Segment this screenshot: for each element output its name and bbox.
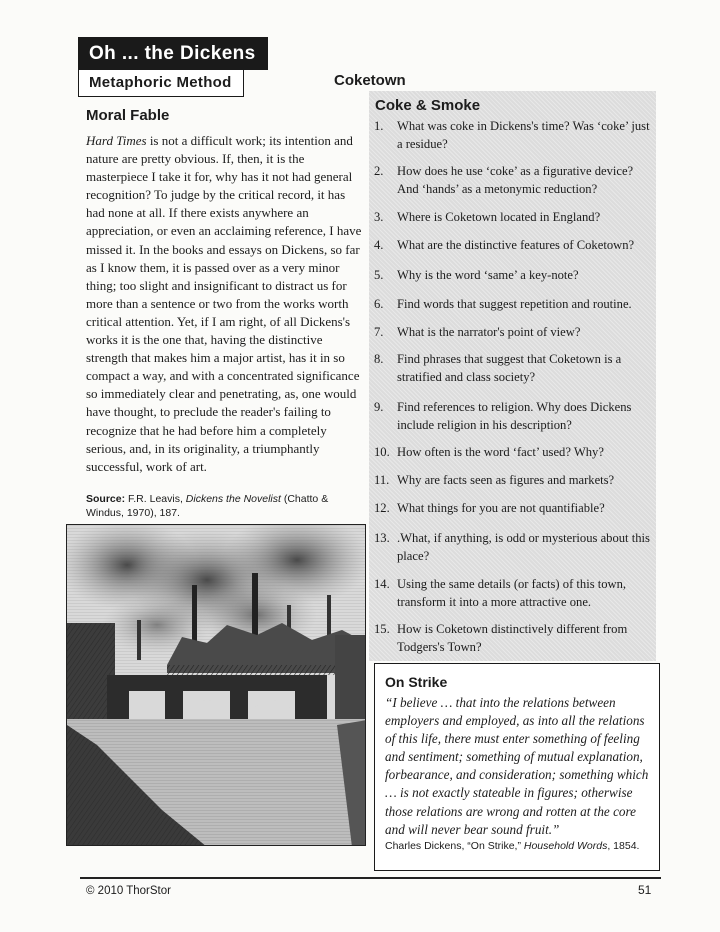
source-label: Source: bbox=[86, 492, 126, 505]
question-number: 11. bbox=[374, 473, 390, 487]
copyright: © 2010 ThorStor bbox=[86, 885, 171, 897]
question-text: What is the narrator's point of view? bbox=[397, 325, 581, 339]
question-number: 7. bbox=[374, 325, 384, 339]
moral-fable-text bbox=[86, 132, 362, 476]
source-details: (Chatto & Windus, 1970), 187. bbox=[86, 492, 329, 520]
method-label: Metaphoric Method bbox=[78, 70, 244, 97]
question-text: What was coke in Dickens's time? Was ‘coke’ just a residue? bbox=[397, 119, 650, 151]
cite-author: Charles Dickens, “On Strike,” bbox=[385, 840, 524, 852]
question-number: 6. bbox=[374, 297, 384, 311]
moral-fable-section bbox=[86, 107, 362, 521]
question-number: 10. bbox=[374, 445, 390, 459]
footer-rule bbox=[80, 877, 661, 879]
question-text: Find words that suggest repetition and routine. bbox=[397, 297, 632, 311]
question-number: 5. bbox=[374, 268, 384, 282]
moral-fable-body: is not a difficult work; its intention and nature are pretty obvious. If, then, it is the masterpiece I take it for, why has it not had general recognition? To judge by the critical record, it has had none at all. If there exists anywhere an appreciation, or even an acclaiming reference, I have missed it. In the books and essays on Dickens, so far as I know them, it is passed over as a very minor thing; too slight and insignificant to distract us for more than a sentence or two from the works worth critical attention. Yet, if I am right, of all Dickens's works it is the one that, having the distinctive strength that makes him a major artist, has it in so compact a way, and with a concentrated significance so immediately clear and penetrating, as, one would have thought, to preclude the reader's failing to recognize that he had before him a completely serious, and, in its originality, a triumphantly successful, work of art. bbox=[86, 133, 362, 474]
source-book: Dickens the Novelist bbox=[185, 492, 281, 505]
question-text: Why are facts seen as figures and markets? bbox=[397, 473, 615, 487]
question-number: 3. bbox=[374, 210, 384, 224]
on-strike-citation bbox=[385, 840, 657, 852]
question-number: 2. bbox=[374, 164, 384, 178]
question-text: Why is the word ‘same’ a key-note? bbox=[397, 268, 579, 282]
series-title: Oh ... the Dickens bbox=[78, 37, 268, 70]
question-text: What things for you are not quantifiable? bbox=[397, 501, 605, 515]
question-number: 9. bbox=[374, 400, 384, 414]
question-number: 4. bbox=[374, 238, 384, 252]
question-text: Using the same details (or facts) of this town, transform it into a more attractive one. bbox=[397, 577, 627, 609]
question-text: Where is Coketown located in England? bbox=[397, 210, 601, 224]
book-title: Hard Times bbox=[86, 133, 147, 148]
question-text: How is Coketown distinctively different from Todgers's Town? bbox=[397, 622, 628, 654]
question-number: 13. bbox=[374, 531, 390, 545]
question-number: 12. bbox=[374, 501, 390, 515]
question-text: What are the distinctive features of Coketown? bbox=[397, 238, 635, 252]
page-number: 51 bbox=[638, 883, 652, 897]
question-number: 8. bbox=[374, 352, 384, 366]
coketown-engraving bbox=[66, 524, 366, 846]
cite-year: , 1854. bbox=[607, 840, 640, 852]
on-strike-quote: “I believe … that into the relations between employers and employed, as into all the relations of this life, there must enter something of feeling and sentiment; something of mutual explanation, forbearance, and consideration; something which … is not exactly stateable in figures; otherwise those relations are wrong and rotten at the core and will never bear sound fruit.” bbox=[385, 695, 649, 837]
question-text: .What, if anything, is odd or mysterious about this place? bbox=[397, 531, 650, 563]
question-text: How does he use ‘coke’ as a figurative device? And ‘hands’ as a metonymic reduction? bbox=[397, 164, 634, 196]
question-text: Find references to religion. Why does Dickens include religion in his description? bbox=[397, 400, 632, 432]
topic-title: Coketown bbox=[334, 72, 406, 89]
source-citation bbox=[86, 492, 362, 521]
coke-smoke-heading: Coke & Smoke bbox=[375, 97, 481, 114]
coke-smoke-panel bbox=[369, 91, 656, 661]
moral-fable-heading: Moral Fable bbox=[86, 107, 170, 124]
question-number: 15. bbox=[374, 622, 390, 636]
question-number: 1. bbox=[374, 119, 384, 133]
question-text: Find phrases that suggest that Coketown is a stratified and class society? bbox=[397, 352, 622, 384]
question-number: 14. bbox=[374, 577, 390, 591]
cite-source: Household Words bbox=[523, 840, 608, 852]
on-strike-box bbox=[374, 663, 660, 871]
source-author: F.R. Leavis, bbox=[128, 492, 186, 505]
on-strike-heading: On Strike bbox=[385, 674, 448, 690]
question-text: How often is the word ‘fact’ used? Why? bbox=[397, 445, 604, 459]
